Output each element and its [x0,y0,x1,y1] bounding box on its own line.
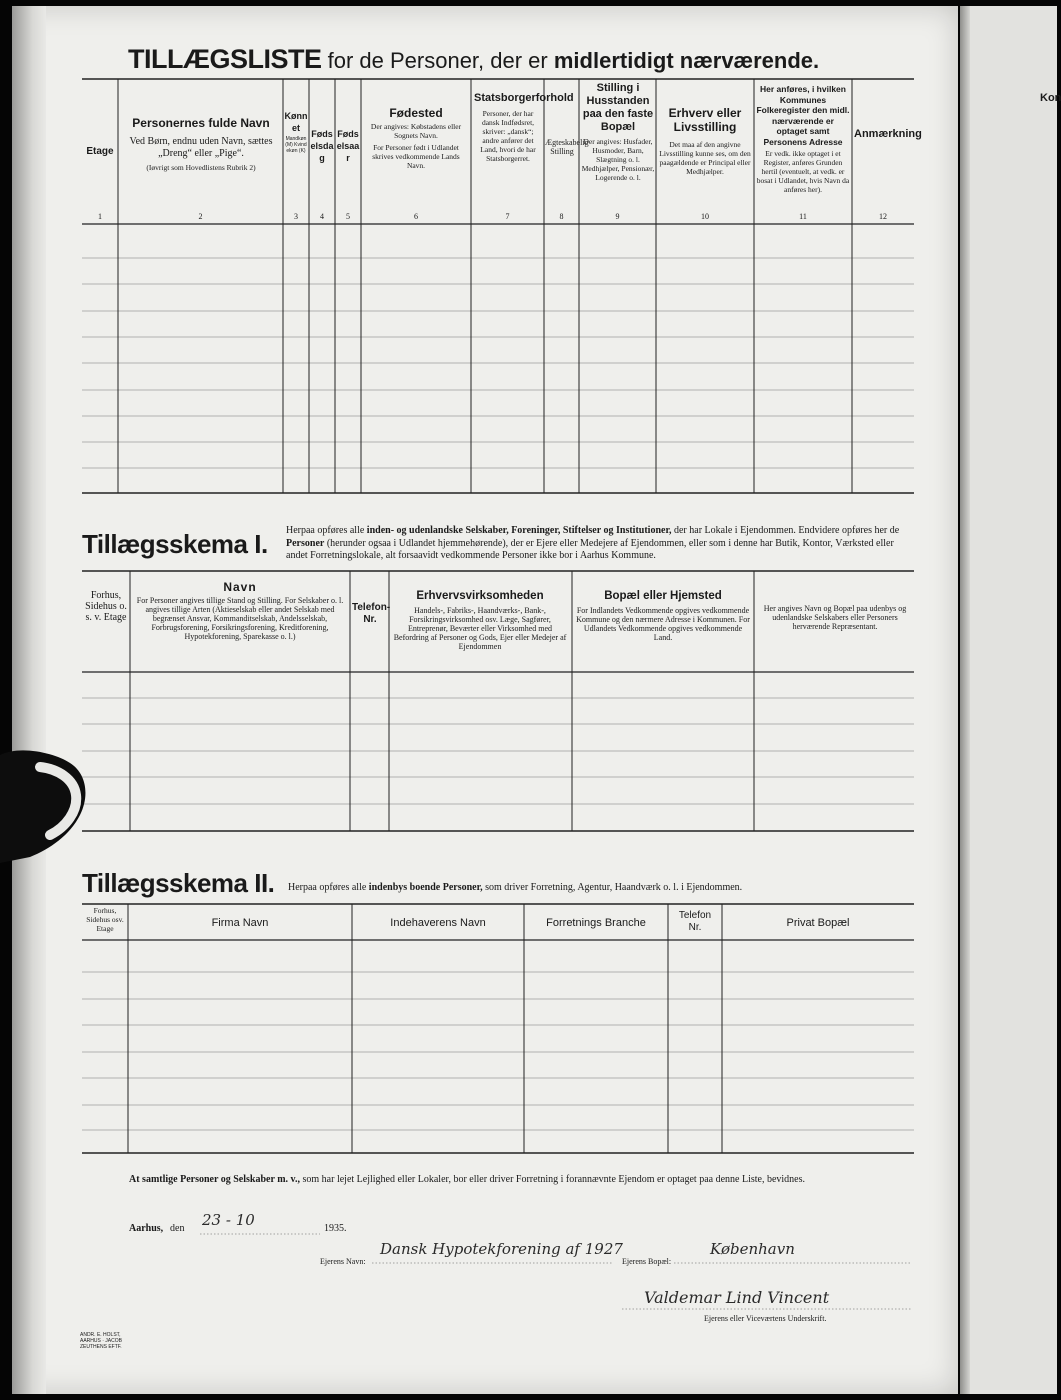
attestation-text: At samtlige Personer og Selskaber m. v., som har lejet Lejlighed eller Lokaler, bor eller driver Forretning i forannævnte Ejendom er optaget paa denne Liste, bevidnes. [129,1174,805,1185]
year-label: 1935. [324,1223,347,1234]
skema2-title: Tillægsskema II. [82,868,275,898]
owner-address-label: Ejerens Bopæl: [622,1257,672,1266]
handwritten-owner-name: Dansk Hypotekforening af 1927 [380,1240,623,1258]
handwritten-signature: Valdemar Lind Vincent [644,1288,830,1307]
skema1-col-telefon: Telefon-Nr. [352,602,391,625]
form-page [12,6,958,1394]
col-number-8: 8 [559,212,564,221]
signature-label: Ejerens eller Viceværtens Underskrift. [704,1314,827,1323]
adjacent-page-text: Kon [1040,92,1061,104]
col-number-4: 4 [320,212,324,221]
skema2-col-branche: Forretnings Branche [546,917,646,929]
form-title [128,44,908,75]
col-10-header: Erhverv eller Livsstilling Det maa af den angivne Livsstilling kunne ses, om den paagældende er Principal eller Medhjælper. [659,106,751,176]
adjacent-page-edge [960,6,970,1394]
handwritten-date: 23 - 10 [202,1211,255,1229]
skema2-description: Herpaa opføres alle indenbys boende Personer, som driver Forretning, Agentur, Haandværk o. l. i Ejendommen. [288,882,743,893]
col-number-5: 5 [346,212,350,221]
title-mid: for de Personer, der er [327,48,548,73]
col-number-6: 6 [414,212,418,221]
col-number-9: 9 [615,212,620,221]
skema1-col-bopael: Bopæl eller Hjemsted For Indlandets Vedkommende opgives vedkommende Kommune og den nærmere Adresse i Kommunen. For Udlandets Vedkommende opgives vedkommende Land. [576,590,750,642]
col-2-header: Personernes fulde Navn Ved Børn, endnu uden Navn, sættes „Dreng“ eller „Pige“. (Iøvrigt som Hovedlistens Rubrik 2) [129,116,273,172]
col-11-header: Her anføres, i hvilken Kommunes Folkeregister den midl. nærværende er optaget samt Personens Adresse Er vedk. ikke optaget i et Register, anføres Grunden hertil (eventuelt, at vedk. er bosat i Udlandet, hvis Navn da anføres her). [756,84,850,194]
skema1-col-representant: Her angives Navn og Bopæl paa udenbys og udenlandske Selskabers eller Personers herværende Repræsentant. [763,604,907,631]
col-6-header: Fødested Der angives: Købstadens eller Sognets Navn. For Personer født i Udlandet skrives vedkommende Lands Navn. [370,106,462,170]
adjacent-page [960,6,1061,1394]
den-label: den [170,1223,185,1234]
col-3-header: Kønnet Mandkøn (M) Kvindekøn (K) [284,111,308,154]
col-number-3: 3 [294,212,298,221]
title-bold-2: midlertidigt nærværende. [553,48,820,73]
skema1-title: Tillægsskema I. [82,529,268,559]
col-9-header: Stilling i Husstanden paa den faste Bopæl Der angives: Husfader, Husmoder, Barn, Slægtning o. l. Medhjælper, Pensionær, Logerende o. l. [581,82,655,182]
skema1-col-navn: Navn For Personer angives tillige Stand og Stilling. For Selskaber o. l. angives tillige Arten (Aktieselskab eller andet Selskab med begrænset Ansvar, Kommanditselskab, Andelsselskab, Forbrugsforening, Forsikringsforening, Kreditforening, Hypotekforening, Sparekasse o. l.) [136,580,344,641]
skema2-col-firma: Firma Navn [211,917,269,929]
city-label: Aarhus, [129,1223,164,1234]
col-8-header: Ægteskabelig Stilling [545,138,589,156]
skema1-col-etage: Forhus, Sidehus o. s. v. Etage [85,590,127,623]
skema2-col-bopael: Privat Bopæl [786,917,850,929]
col-number-7: 7 [505,212,510,221]
col-12-header: Anmærkning [854,128,922,140]
skema2-col-indehaver: Indehaverens Navn [390,917,486,929]
col-4-header: Fødselsdag [310,129,334,163]
col-7-header: Statsborgerforhold Personer, der har dansk Indfødsret, skriver: „dansk“; andre anfører det Land, hvori de har Statsborgerret. [474,92,574,163]
skema2-col-etage: Forhus, Sidehus osv. Etage [86,906,124,933]
title-bold: TILLÆGSLISTE [128,44,322,74]
skema2-col-telefon: Telefon Nr. [678,910,712,933]
skema1-col-erhverv: Erhvervsvirksomheden Handels-, Fabriks-, Haandværks-, Bank-, Forsikringsvirksomhed osv. Læge, Sagfører, Entreprenør, Beværter eller Virksomhed med Befordring af Personer og Gods, Ejer eller Medejer af Ejendommen [393,590,567,651]
col-number-1: 1 [98,212,102,221]
col-5-header: Fødselsaar [336,129,360,163]
col-1-header: Etage [86,146,114,157]
col-number-2: 2 [198,212,203,221]
binder-clip-icon [0,745,88,865]
col-number-10: 10 [701,212,709,221]
printer-imprint: ANDR. E. HOLST, AARHUS · JACOB ZEUTHENS EFTF. [80,1332,122,1350]
col-number-11: 11 [799,212,807,221]
owner-name-label: Ejerens Navn: [320,1257,366,1266]
skema1-description: Herpaa opføres alle inden- og udenlandske Selskaber, Foreninger, Stiftelser og Institutioner, der har Lokale i Ejendommen. Endvidere opføres her de Personer (herunder ogsaa i Udlandet hjemmehørende), der er Ejere eller Medejere af Ejendommen, eller som i denne har Butik, Kontor, Værksted eller andet Forretningslokale, alt forsaavidt vedkommende Personer ikke bor i Aarhus Kommune. [286,525,900,561]
col-number-12: 12 [879,212,887,221]
handwritten-owner-address: København [710,1240,795,1258]
